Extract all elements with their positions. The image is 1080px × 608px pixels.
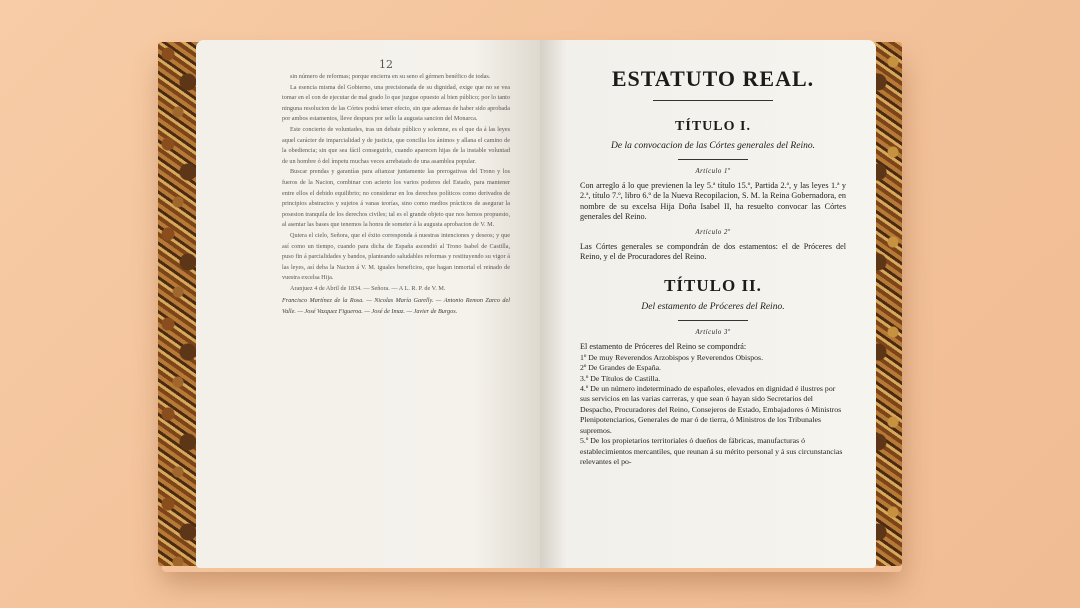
- list-item: 5.º De los propietarios territoriales ó dueños de fábricas, manufacturas ó establecimientos mercantiles, que reunan á su mérito personal y á sus circunstancias relevantes el po-: [580, 436, 843, 466]
- article-text: El estamento de Próceres del Reino se compondrá:: [580, 342, 747, 352]
- page-number: 12: [379, 58, 393, 71]
- right-page-content: [580, 66, 846, 467]
- signatures: Francisco Martínez de la Rosa. — Nicolas María Garelly. — Antonio Remon Zarco del Valle. — José Vazquez Figueroa. — José de Imaz. — Javier de Burgos.: [282, 297, 510, 316]
- article-text: Con arreglo á lo que previenen la ley 5.ª título 15.º, Partida 2.ª, y las leyes 1.ª y 2.ª, título 7.º, libro 6.º de la Nueva Recopilacion, S. M. la Reina Gobernadora, en nombre de su excelsa Hija Doña Isabel II, ha resuelto convocar las Córtes generales del Reino.: [580, 181, 846, 222]
- paragraph: Quiera el cielo, Señora, que el éxito corresponda á nuestras intenciones y deseos; y que así como un tiempo, cuando para dicha de España ascendió al Trono Isabel de Castilla, puso fin á parcialidades y bandos, planteando saludables reformas y restituyendo su vigor á las leyes, así deba la Nacion á V. M. iguales beneficios, que hagan inmortal el reinado de vuestra excelsa Hija.: [282, 231, 510, 282]
- paragraph: La esencia misma del Gobierno, una precisionada de su dignidad, exige que no se vea tomar en el con de ejecutar de mal grado lo que juzgue opuesto al bien público; por lo tanto ninguna resolucion de las Córtes podrá tener efecto, sin que ademas de haber sido aprobada por ambos estamentos, lleve despues por sello la augusta sancion del Monarca.: [282, 83, 510, 123]
- divider: [678, 320, 748, 321]
- list-item: 2º De Grandes de España.: [580, 363, 662, 373]
- article-list: [580, 353, 846, 467]
- titulo-subtitle: De la convocacion de las Córtes generales del Reino.: [611, 141, 815, 151]
- left-page: [196, 40, 542, 568]
- left-page-text: [282, 72, 510, 318]
- titulo-subtitle: Del estamento de Próceres del Reino.: [641, 302, 785, 313]
- article-label: Artículo 1º: [695, 168, 731, 175]
- paragraph: sin número de reformas; porque encierra en su seno el gérmen benéfico de todas.: [290, 73, 491, 80]
- titulo-heading: TÍTULO II.: [664, 276, 762, 296]
- article-text: Las Córtes generales se compondrán de dos estamentos: el de Próceres del Reino, y el de Procuradores del Reino.: [580, 241, 846, 262]
- list-item: 4.º De un número indeterminado de españoles, elevados en dignidad é ilustres por sus servicios en las varias carreras, y que sean ó hayan sido Secretarios del Despacho, Procuradores del Reino, Consejeros de Estado, Embajadores ó Ministros Plenipotenciarios, Generales de mar ó de tierra, ó Ministros de los Tribunales supremos.: [580, 384, 842, 435]
- paragraph: Buscar prendas y garantías para afianzar juntamente las prerogativas del Trono y los fueros de la Nacion, combinar con acierto los varios poderes del Estado, para mantener entre ellos el debido equilibrio; no considerar en los derechos políticos como derivados de principios abstractos y sujetos á vanas teorías, sino como medios prácticos de asegurar la posesion tranquila de los derechos civiles; tal es el grande objeto que nos hemos propuesto, al asentar las bases que tenemos la honra de someter á la augusta aprobacion de V. M.: [282, 168, 510, 229]
- right-page: [540, 40, 876, 568]
- document-title: ESTATUTO REAL.: [611, 66, 815, 91]
- list-item: 3.º De Títulos de Castilla.: [580, 373, 661, 383]
- article-label: Artículo 3º: [695, 329, 731, 337]
- divider: [653, 100, 773, 101]
- titulo-heading: TÍTULO I.: [675, 119, 751, 134]
- list-item: 1º De muy Reverendos Arzobispos y Reverendos Obispos.: [580, 352, 764, 362]
- paragraph: Aranjuez 4 de Abril de 1834. — Señora. — A L. R. P. de V. M.: [290, 284, 446, 292]
- paragraph: Este concierto de voluntades, tras un debate público y solemne, es el que da á las leyes aquel carácter de imparcialidad y de justicia, que concilia los ánimos y allana el camino de la obediencia; sin que sea fácil conseguirlo, cuando aparecen hijas de la instable voluntad de un hombre ó del ímpetu muchas veces arrebatado de una asamblea popular.: [282, 125, 510, 165]
- divider: [678, 159, 748, 160]
- article-label: Artículo 2º: [695, 228, 731, 236]
